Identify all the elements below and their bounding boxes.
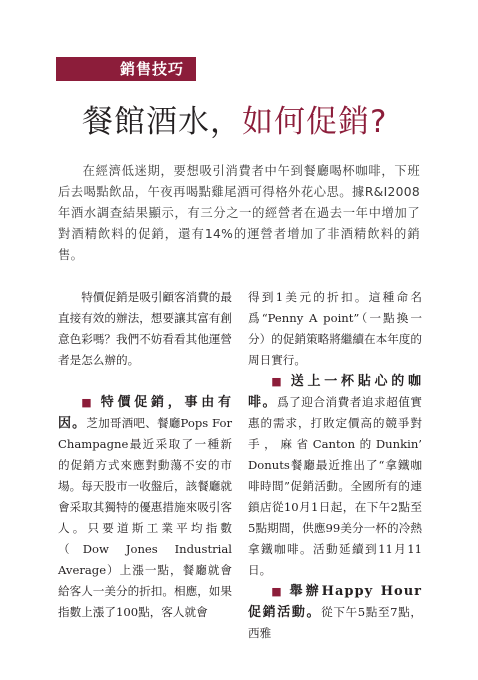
continuation-paragraph: 得到1美元的折扣。這種命名爲“Penny A point”（一點換一分）的促銷策略將繼續在本年度的周日實行。 [248,290,422,367]
bullet-square-icon: ■ [271,375,285,388]
article-title [82,102,442,142]
section-happy-hour [248,581,422,644]
lead-paragraph: 特價促銷是吸引顧客消費的最直接有效的辦法，想要讓其富有創意色彩嗎？我們不妨看看其他運營者是怎么辦的。 [58,290,232,367]
section-promo-with-reason [58,392,232,623]
section-body: 芝加哥酒吧、餐廳Pops For Champagne最近采取了一種新的促銷方式來應對動蕩不安的市場。每天股市一收盤后，該餐廳就會采取其獨特的優惠措施來吸引客人。只要道斯工業平均指數（Dow Jones Industrial Average）上漲一點，餐廳就會給客人一美分的折扣。相應，如果指數上漲了100點，客人就會 [58,416,232,619]
subheading: 舉辦Happy Hour促銷活動。 [248,584,422,620]
section-body: 從下午5點至7點，西雅 [248,605,422,640]
bullet-square-icon: ■ [81,396,95,409]
section-tag: 銷售技巧 [56,57,196,81]
subheading: 特價促銷，事由有因。 [58,395,232,431]
left-column [58,287,232,623]
section-coffee [248,371,422,581]
right-column [248,287,422,644]
title-main: 餐館酒水， [82,104,242,140]
intro-paragraph: 在經濟低迷期，要想吸引消費者中午到餐廳喝杯咖啡，下班后去喝點飲品，午夜再喝點雞尾酒可得格外花心思。據R&I2008年酒水調查結果顯示，有三分之一的經營者在過去一年中增加了對酒精飲料的促銷，還有14%的運營者增加了非酒精飲料的銷售。 [58,164,420,262]
title-highlight: 如何促銷? [242,104,388,140]
bullet-square-icon: ■ [271,585,284,598]
subheading: 送上一杯貼心的咖啡。 [248,374,422,410]
section-body: 爲了迎合消費者追求超值實惠的需求，打敗定價高的競爭對手，麻省Canton的Dunkin’ Donuts餐廳最近推出了“拿鐵咖啡時間”促銷活動。全國所有的連鎖店從10月1日起，在下午2點至5點期間，供應99美分一杯的冷熱拿鐵咖啡。活動延續到11月11日。 [248,395,422,577]
